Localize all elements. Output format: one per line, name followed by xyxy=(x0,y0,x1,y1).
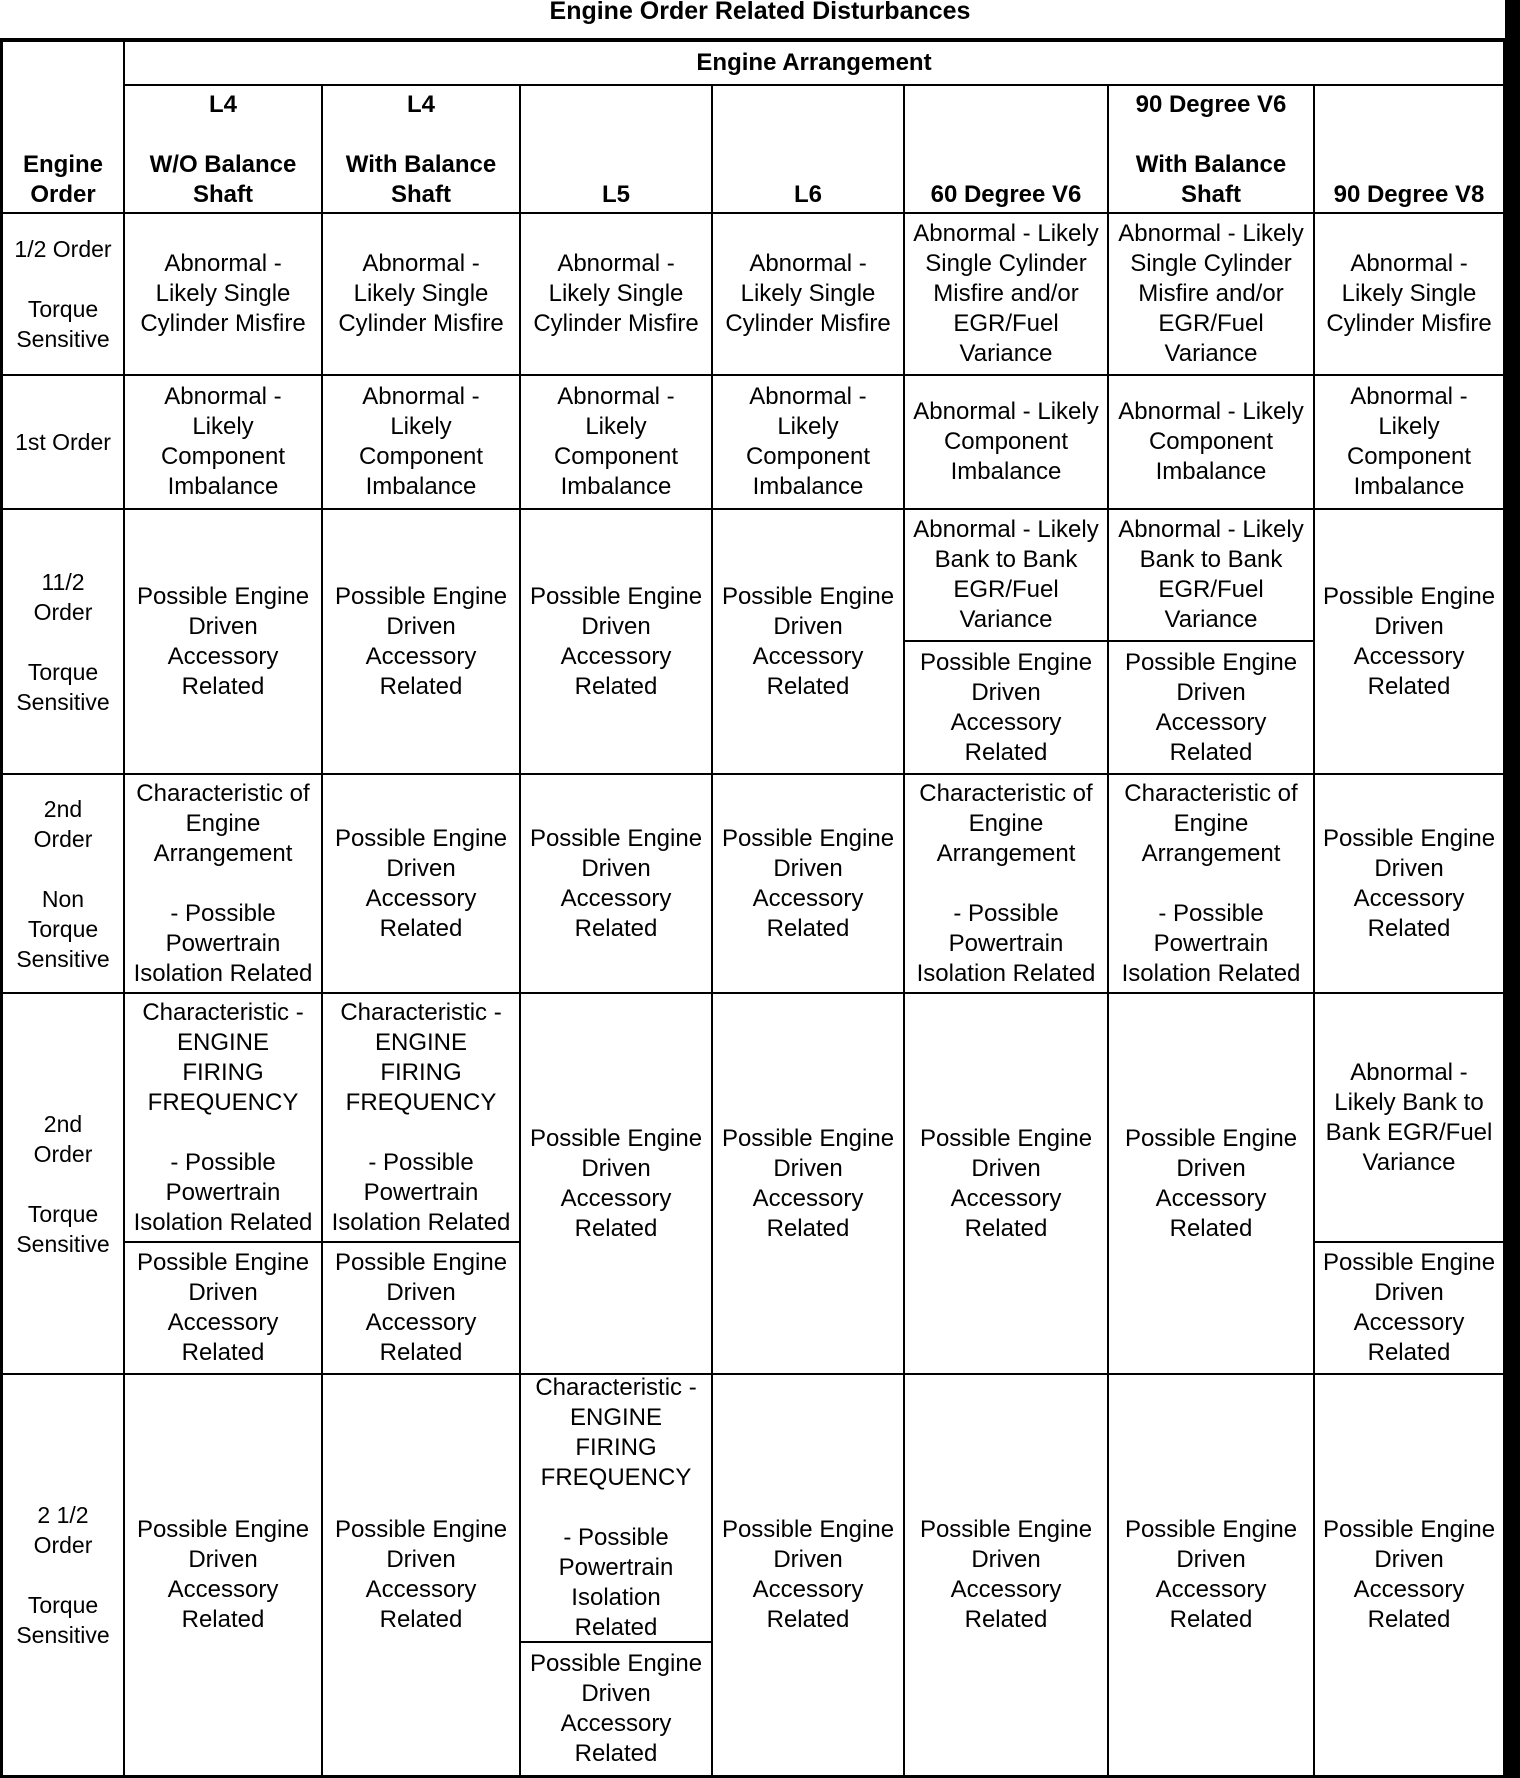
row-header-two-and-half-order: 2 1/2 Order Torque Sensitive xyxy=(3,1375,125,1775)
table-cell: Abnormal - Likely Component Imbalance xyxy=(713,376,905,510)
table-cell: Possible Engine Driven Accessory Related xyxy=(521,994,713,1375)
table-cell: Abnormal - Likely Bank to Bank EGR/Fuel Variance xyxy=(1109,510,1315,642)
table-cell: Characteristic - ENGINE FIRING FREQUENCY - Possible Powertrain Isolation Related xyxy=(521,1375,713,1643)
col-header-90-degree-v8: 90 Degree V8 xyxy=(1315,86,1505,214)
col-header-l4-without-balance: L4 W/O Balance Shaft xyxy=(125,86,323,214)
row-header-2nd-order-torque: 2nd Order Torque Sensitive xyxy=(3,994,125,1375)
table-cell: Possible Engine Driven Accessory Related xyxy=(1109,642,1315,775)
table-cell: Abnormal - Likely Component Imbalance xyxy=(1109,376,1315,510)
row-header-one-and-half-order: 11/2 Order Torque Sensitive xyxy=(3,510,125,775)
table-cell: Possible Engine Driven Accessory Related xyxy=(521,1643,713,1775)
table-cell: Characteristic of Engine Arrangement - Possible Powertrain Isolation Related xyxy=(905,775,1109,994)
row-header-2nd-order-non-torque: 2nd Order Non Torque Sensitive xyxy=(3,775,125,994)
col-header-60-degree-v6: 60 Degree V6 xyxy=(905,86,1109,214)
table-cell: Possible Engine Driven Accessory Related xyxy=(323,510,521,775)
table-cell: Abnormal - Likely Component Imbalance xyxy=(521,376,713,510)
table-cell: Possible Engine Driven Accessory Related xyxy=(125,1375,323,1775)
col-header-l6: L6 xyxy=(713,86,905,214)
table-cell: Possible Engine Driven Accessory Related xyxy=(1315,1243,1505,1375)
table-cell: Possible Engine Driven Accessory Related xyxy=(905,642,1109,775)
page-title: Engine Order Related Disturbances xyxy=(549,0,971,25)
table-cell: Possible Engine Driven Accessory Related xyxy=(713,775,905,994)
table-cell: Abnormal - Likely Component Imbalance xyxy=(323,376,521,510)
table-cell: Possible Engine Driven Accessory Related xyxy=(713,510,905,775)
table-cell: Possible Engine Driven Accessory Related xyxy=(125,1243,323,1375)
table-cell: Possible Engine Driven Accessory Related xyxy=(125,510,323,775)
table-cell: Characteristic - ENGINE FIRING FREQUENCY - Possible Powertrain Isolation Related xyxy=(323,994,521,1243)
table-cell: Abnormal - Likely Single Cylinder Misfire and/or EGR/Fuel Variance xyxy=(1109,214,1315,376)
table-cell: Abnormal - Likely Bank to Bank EGR/Fuel Variance xyxy=(1315,994,1505,1243)
corner-header-engine-order: Engine Order xyxy=(3,42,125,214)
table-cell: Possible Engine Driven Accessory Related xyxy=(521,775,713,994)
table-cell: Abnormal - Likely Bank to Bank EGR/Fuel Variance xyxy=(905,510,1109,642)
right-edge-bar xyxy=(1505,0,1520,1778)
table-cell: Abnormal - Likely Single Cylinder Misfire and/or EGR/Fuel Variance xyxy=(905,214,1109,376)
table-cell: Possible Engine Driven Accessory Related xyxy=(905,1375,1109,1775)
group-header-engine-arrangement: Engine Arrangement xyxy=(125,42,1505,86)
table-cell: Possible Engine Driven Accessory Related xyxy=(1315,510,1505,775)
table-cell: Characteristic of Engine Arrangement - Possible Powertrain Isolation Related xyxy=(1109,775,1315,994)
table-cell: Abnormal - Likely Component Imbalance xyxy=(905,376,1109,510)
table-cell: Possible Engine Driven Accessory Related xyxy=(323,1375,521,1775)
row-header-half-order: 1/2 Order Torque Sensitive xyxy=(3,214,125,376)
table-cell: Possible Engine Driven Accessory Related xyxy=(1109,994,1315,1375)
table-cell: Abnormal - Likely Single Cylinder Misfire xyxy=(1315,214,1505,376)
table-cell: Possible Engine Driven Accessory Related xyxy=(1315,1375,1505,1775)
table-cell: Characteristic of Engine Arrangement - Possible Powertrain Isolation Related xyxy=(125,775,323,994)
table-cell: Possible Engine Driven Accessory Related xyxy=(1315,775,1505,994)
table-cell: Possible Engine Driven Accessory Related xyxy=(905,994,1109,1375)
table-cell: Abnormal - Likely Component Imbalance xyxy=(125,376,323,510)
table-cell: Abnormal - Likely Single Cylinder Misfire xyxy=(125,214,323,376)
row-header-1st-order: 1st Order xyxy=(3,376,125,510)
col-header-l5: L5 xyxy=(521,86,713,214)
table-cell: Possible Engine Driven Accessory Related xyxy=(713,994,905,1375)
table-cell: Characteristic - ENGINE FIRING FREQUENCY - Possible Powertrain Isolation Related xyxy=(125,994,323,1243)
table-cell: Possible Engine Driven Accessory Related xyxy=(1109,1375,1315,1775)
col-header-90-degree-v6: 90 Degree V6 With Balance Shaft xyxy=(1109,86,1315,214)
table-cell: Abnormal - Likely Single Cylinder Misfire xyxy=(323,214,521,376)
table-cell: Abnormal - Likely Single Cylinder Misfire xyxy=(713,214,905,376)
col-header-l4-with-balance: L4 With Balance Shaft xyxy=(323,86,521,214)
table-cell: Abnormal - Likely Single Cylinder Misfire xyxy=(521,214,713,376)
table-cell: Possible Engine Driven Accessory Related xyxy=(713,1375,905,1775)
table-cell: Possible Engine Driven Accessory Related xyxy=(323,775,521,994)
table-cell: Possible Engine Driven Accessory Related xyxy=(521,510,713,775)
table-cell: Abnormal - Likely Component Imbalance xyxy=(1315,376,1505,510)
table-cell: Possible Engine Driven Accessory Related xyxy=(323,1243,521,1375)
engine-order-table xyxy=(0,38,1505,1778)
